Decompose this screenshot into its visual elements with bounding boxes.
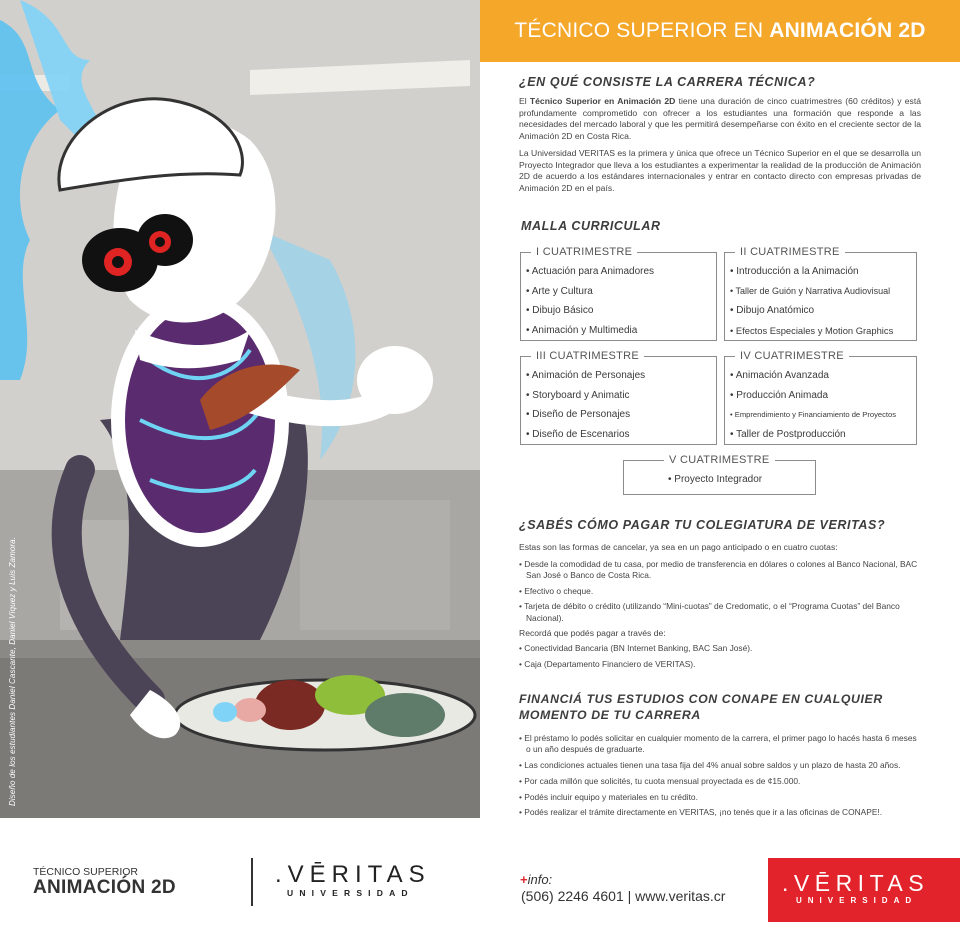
term-label: IV CUATRIMESTRE xyxy=(735,350,849,362)
course-item: • Emprendimiento y Financiamiento de Proyectos xyxy=(730,405,916,425)
financing-item: • El préstamo lo podés solicitar en cualquier momento de la carrera, el primer pago lo hacés hasta 6 meses o un año después de graduarte. xyxy=(519,733,921,755)
veritas-logo-red xyxy=(768,858,960,922)
payment-reminder: Recordá que podés pagar a través de: xyxy=(519,628,666,639)
course-item: • Actuación para Animadores xyxy=(526,262,716,282)
financing-item: • Por cada millón que solicités, tu cuota mensual proyectada es de ¢15.000. xyxy=(519,776,921,787)
payment-heading: ¿SABÉS CÓMO PAGAR TU COLEGIATURA DE VERITAS? xyxy=(519,518,886,532)
logo-wordmark: .VĒRITAS xyxy=(275,861,431,888)
financing-item: • Las condiciones actuales tienen una tasa fija del 4% anual sobre saldos y un plazo de hasta 20 años. xyxy=(519,760,921,771)
contact-line: (506) 2246 4601 | www.veritas.cr xyxy=(521,888,726,904)
banner-title-bold: ANIMACIÓN 2D xyxy=(769,19,926,42)
banner-title-light: TÉCNICO SUPERIOR EN xyxy=(514,19,764,42)
term-box-2 xyxy=(724,246,917,341)
curriculum-heading: MALLA CURRICULAR xyxy=(521,219,661,233)
plus-icon: + xyxy=(520,872,528,887)
course-item: • Animación y Multimedia xyxy=(526,321,716,341)
course-item: • Diseño de Personajes xyxy=(526,405,716,425)
course-item: • Producción Animada xyxy=(730,386,916,406)
payment-option: • Tarjeta de débito o crédito (utilizando “Mini-cuotas” de Credomatic, o el “Programa Cuotas” del Banco Nacional). xyxy=(519,601,923,623)
course-item: • Efectos Especiales y Motion Graphics xyxy=(730,321,916,341)
p1-pre: El xyxy=(519,96,530,106)
course-item: • Introducción a la Animación xyxy=(730,262,916,282)
title-banner xyxy=(480,0,960,62)
course-item: • Taller de Guión y Narrativa Audiovisual xyxy=(730,282,916,302)
course-item: • Dibujo Básico xyxy=(526,301,716,321)
logo-wordmark: .VĒRITAS xyxy=(782,870,930,896)
financing-item: • Podés incluir equipo y materiales en tu crédito. xyxy=(519,792,921,803)
cartoon-illustration xyxy=(0,0,480,818)
footer-program-sub: TÉCNICO SUPERIOR xyxy=(33,866,139,878)
career-section xyxy=(519,74,921,194)
financing-item: • Podés realizar el trámite directamente en VERITAS, ¡no tenés que ir a las oficinas de CONAPE!. xyxy=(519,807,921,818)
veritas-logo xyxy=(275,862,450,898)
term-label: II CUATRIMESTRE xyxy=(735,246,845,258)
term-label: III CUATRIMESTRE xyxy=(531,350,644,362)
illustration-credit: Diseño de los estudiantes Daniel Cascante, Daniel Víquez y Luis Zamora. xyxy=(8,536,17,806)
payment-option: • Efectivo o cheque. xyxy=(519,586,923,597)
career-paragraph-2: La Universidad VERITAS es la primera y única que ofrece un Técnico Superior en el que se desarrolla un Proyecto Integrador que lleva a los estudiantes a experimentar la realidad de la producción de Animación 2D de acuerdo a los estándares internacionales y entrar en contacto directo con empresas privadas de Animación 2D en el país. xyxy=(519,148,921,193)
career-heading: ¿EN QUÉ CONSISTE LA CARRERA TÉCNICA? xyxy=(519,75,816,89)
logo-subtitle: UNIVERSIDAD xyxy=(796,896,918,905)
footer xyxy=(0,818,960,952)
term-box-5 xyxy=(623,454,816,495)
payment-channel: • Caja (Departamento Financiero de VERITAS). xyxy=(519,659,923,670)
info-text: info: xyxy=(527,872,553,887)
financing-section xyxy=(519,691,921,823)
term-box-3 xyxy=(520,350,717,445)
term-box-4 xyxy=(724,350,917,445)
financing-heading: FINANCIÁ TUS ESTUDIOS CON CONAPE EN CUALQUIER MOMENTO DE TU CARRERA xyxy=(519,692,883,722)
footer-program-main: ANIMACIÓN 2D xyxy=(33,877,176,898)
p1-post: tiene una duración de cinco cuatrimestres (60 créditos) y está profundamente comprometido con ofrecer a los estudiantes una formación que responde a las necesidades del mercado laboral y que les permitirá desempeñarse con éxito en el creciente sector de la Animación 2D en Costa Rica. xyxy=(519,96,921,141)
term-label: V CUATRIMESTRE xyxy=(664,454,775,466)
term-box-1 xyxy=(520,246,717,341)
payment-section xyxy=(519,517,923,674)
footer-divider xyxy=(251,858,253,906)
term-label: I CUATRIMESTRE xyxy=(531,246,637,258)
info-label xyxy=(520,872,552,887)
course-item: • Dibujo Anatómico xyxy=(730,301,916,321)
course-item: • Storyboard y Animatic xyxy=(526,386,716,406)
course-item: • Taller de Postproducción xyxy=(730,425,916,445)
logo-subtitle: UNIVERSIDAD xyxy=(287,888,414,898)
p1-bold: Técnico Superior en Animación 2D xyxy=(529,96,676,106)
course-item: • Animación Avanzada xyxy=(730,366,916,386)
payment-channel: • Conectividad Bancaria (BN Internet Banking, BAC San José). xyxy=(519,643,923,654)
career-paragraph-1 xyxy=(519,96,921,142)
course-item: • Proyecto Integrador xyxy=(668,470,815,490)
skeleton-chef-drawing xyxy=(0,0,480,818)
course-item: • Animación de Personajes xyxy=(526,366,716,386)
payment-intro: Estas son las formas de cancelar, ya sea en un pago anticipado o en cuatro cuotas: xyxy=(519,542,838,552)
payment-option: • Desde la comodidad de tu casa, por medio de transferencia en dólares o colones al Banco Nacional, BAC San José o Banco de Costa Rica. xyxy=(519,559,923,581)
course-item: • Arte y Cultura xyxy=(526,282,716,302)
course-item: • Diseño de Escenarios xyxy=(526,425,716,445)
